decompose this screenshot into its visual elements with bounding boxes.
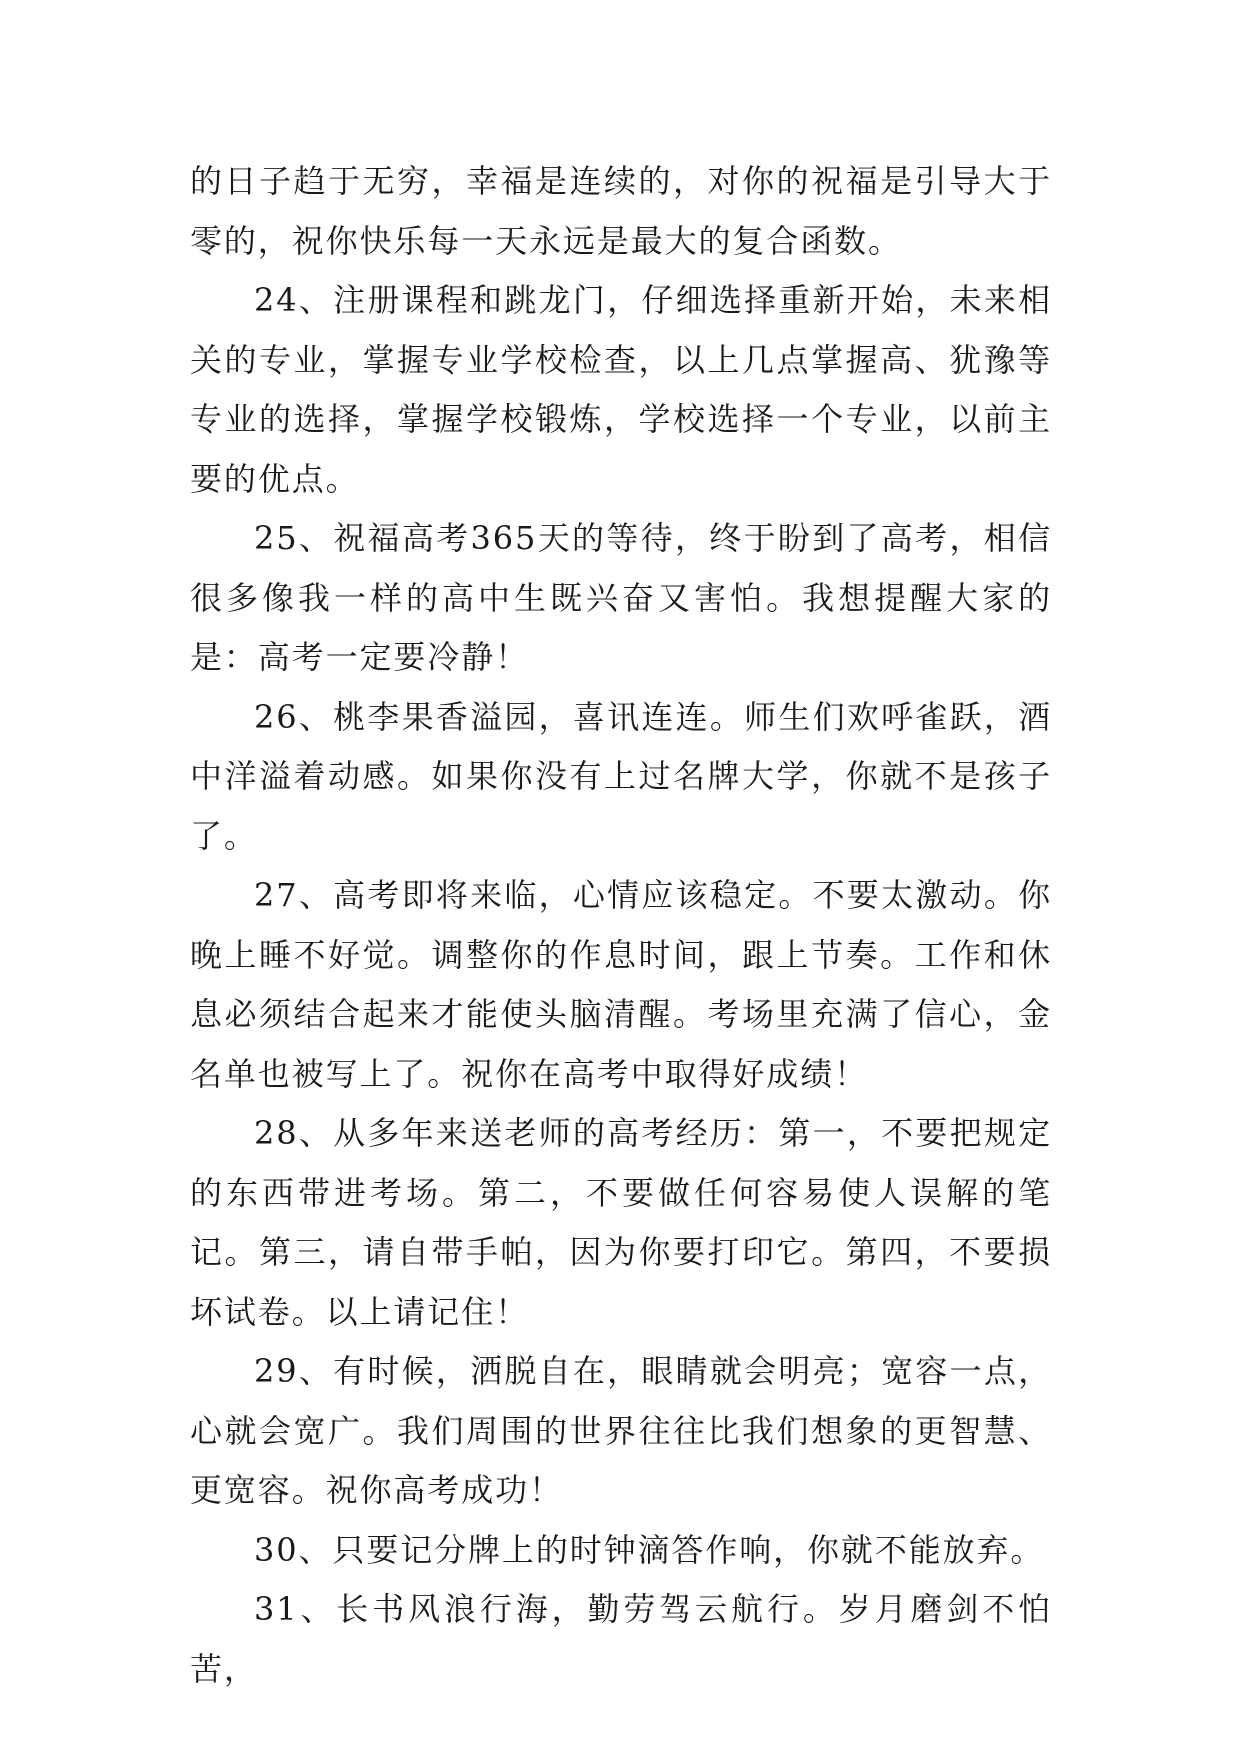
paragraph-item-25: 25、祝福高考365天的等待，终于盼到了高考，相信很多像我一样的高中生既兴奋又害怕。我想提醒大家的是：高考一定要冷静！ bbox=[190, 519, 1052, 676]
paragraph-item-30: 30、只要记分牌上的时钟滴答作响，你就不能放弃。 bbox=[254, 1530, 1045, 1569]
paragraph-item-24: 24、注册课程和跳龙门，仔细选择重新开始，未来相关的专业，掌握专业学校检查，以上几点掌握高、犹豫等专业的选择，掌握学校锻炼，学校选择一个专业，以前主要的优点。 bbox=[190, 281, 1052, 498]
paragraph-item-31: 31、长书风浪行海，勤劳驾云航行。岁月磨剑不怕苦， bbox=[190, 1590, 1052, 1688]
paragraph-item-26: 26、桃李果香溢园，喜讯连连。师生们欢呼雀跃，酒中洋溢着动感。如果你没有上过名牌大学，你就不是孩子了。 bbox=[190, 697, 1052, 855]
paragraph-item-28: 28、从多年来送老师的高考经历：第一，不要把规定的东西带进考场。第二，不要做任何容易使人误解的笔记。第三，请自带手帕，因为你要打印它。第四，不要损坏试卷。以上请记住！ bbox=[190, 1114, 1052, 1331]
paragraph-item-27: 27、高考即将来临，心情应该稳定。不要太激动。你晚上睡不好觉。调整你的作息时间，跟上节奏。工作和休息必须结合起来才能使头脑清醒。考场里充满了信心，金名单也被写上了。祝你在高考中取得好成绩！ bbox=[190, 876, 1052, 1093]
paragraph-item-29: 29、有时候，洒脱自在，眼睛就会明亮；宽容一点，心就会宽广。我们周围的世界往往比我们想象的更智慧、更宽容。祝你高考成功！ bbox=[190, 1352, 1052, 1509]
document-body bbox=[190, 152, 1052, 1699]
paragraph-continuation: 的日子趋于无穷，幸福是连续的，对你的祝福是引导大于零的，祝你快乐每一天永远是最大的复合函数。 bbox=[190, 162, 1052, 260]
